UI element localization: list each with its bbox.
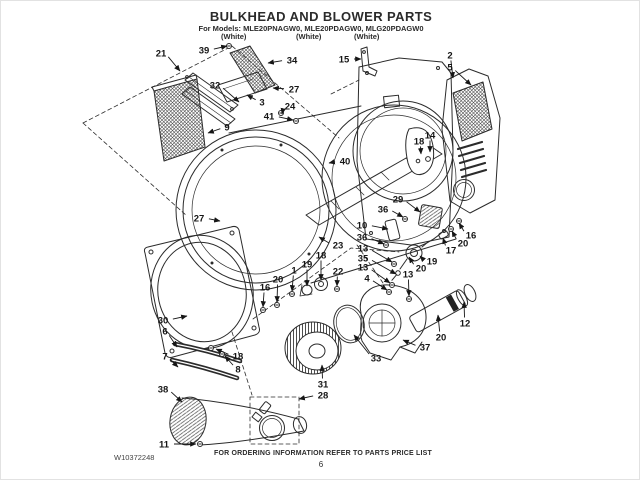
callout-number-4: 4 — [364, 273, 370, 285]
callout-leader-13 — [372, 250, 392, 262]
callout-number-29: 29 — [392, 194, 404, 206]
callout-number-18: 18 — [413, 136, 425, 148]
callout-number-39: 39 — [198, 45, 210, 57]
callout-leader-28 — [299, 396, 313, 399]
callout-leader-41 — [279, 117, 293, 120]
callout-number-35: 35 — [357, 253, 369, 265]
callout-leader-21 — [168, 57, 180, 71]
callout-number-27: 27 — [193, 213, 205, 225]
callout-leader-36 — [392, 211, 403, 217]
callout-number-19: 19 — [301, 259, 313, 271]
ordering-note: FOR ORDERING INFORMATION REFER TO PARTS PRICE LIST — [213, 450, 433, 457]
callout-leader-20 — [438, 315, 440, 332]
callout-number-13: 13 — [357, 262, 369, 274]
callout-number-13: 13 — [357, 243, 369, 255]
callout-number-37: 37 — [419, 342, 431, 354]
lower-air-duct — [166, 394, 308, 447]
callout-number-36: 36 — [377, 204, 389, 216]
callout-number-13: 13 — [402, 269, 414, 281]
document-number: W10372248 — [114, 453, 155, 462]
callout-leader-17 — [443, 238, 445, 245]
callout-number-21: 21 — [155, 48, 167, 60]
callout-number-1: 1 — [291, 265, 297, 277]
callout-number-2: 2 — [447, 50, 453, 62]
support-bracket — [385, 219, 401, 241]
callout-number-10: 10 — [356, 220, 368, 232]
callout-leader-13 — [372, 270, 390, 283]
callout-leader-34 — [268, 61, 282, 63]
callout-leader-1 — [292, 275, 293, 291]
callout-number-3: 3 — [259, 97, 265, 109]
callout-leader-5 — [455, 71, 471, 85]
callout-number-34: 34 — [286, 55, 298, 67]
callout-number-15: 15 — [338, 54, 350, 66]
models-line: For Models: MLE20PNAGW0, MLE20PDAGW0, MLG20PDAGW0 — [198, 24, 424, 33]
callout-number-12: 12 — [459, 318, 471, 330]
callout-leader-16 — [459, 223, 464, 231]
clamp-kit-box — [250, 397, 299, 444]
drum-roller-parts — [300, 278, 328, 297]
part-callouts — [156, 46, 477, 451]
model-color-label: (White) — [296, 32, 322, 41]
duct-clamp — [462, 283, 479, 304]
callout-number-7: 7 — [162, 351, 168, 363]
page-number: 6 — [318, 460, 324, 469]
callout-leader-40 — [329, 162, 335, 163]
callout-number-6: 6 — [162, 326, 168, 338]
callout-number-33: 33 — [370, 353, 382, 365]
callout-leader-3 — [247, 95, 256, 100]
callout-number-24: 24 — [284, 101, 296, 113]
callout-number-18: 18 — [315, 250, 327, 262]
front-bulkhead — [140, 226, 263, 359]
callout-number-38: 38 — [157, 384, 169, 396]
callout-leader-13 — [408, 279, 409, 296]
callout-number-19: 19 — [426, 256, 438, 268]
callout-leader-37 — [403, 340, 415, 345]
callout-number-16: 16 — [259, 282, 271, 294]
callout-leader-16 — [263, 292, 264, 307]
callout-number-40: 40 — [339, 156, 351, 168]
exploded-parts-diagram — [1, 1, 640, 480]
lint-screen-grille — [152, 75, 205, 161]
callout-number-23: 23 — [332, 240, 344, 252]
mounting-bracket — [361, 47, 377, 76]
callout-number-28: 28 — [317, 390, 329, 402]
blower-housing — [360, 285, 426, 360]
callout-number-8: 8 — [235, 364, 241, 376]
callout-number-17: 17 — [445, 245, 457, 257]
callout-number-30: 30 — [157, 315, 169, 327]
callout-number-22: 22 — [332, 266, 344, 278]
outlet-grille — [230, 46, 275, 93]
callout-leader-20 — [277, 284, 278, 302]
callout-leader-20 — [452, 231, 456, 239]
callout-number-9: 9 — [224, 122, 230, 134]
callout-leader-9 — [208, 129, 220, 133]
model-color-label: (White) — [221, 32, 247, 41]
callout-leader-27 — [209, 219, 220, 221]
callout-number-32: 32 — [209, 80, 221, 92]
callout-number-27: 27 — [288, 84, 300, 96]
callout-leader-39 — [214, 46, 227, 49]
callout-number-11: 11 — [158, 439, 170, 451]
callout-number-5: 5 — [447, 62, 453, 74]
callout-number-16: 16 — [465, 230, 477, 242]
callout-number-20: 20 — [435, 332, 447, 344]
callout-number-20: 20 — [457, 238, 469, 250]
callout-number-20: 20 — [272, 274, 284, 286]
callout-number-41: 41 — [263, 111, 275, 123]
page-title: BULKHEAD AND BLOWER PARTS — [209, 9, 433, 24]
model-color-label: (White) — [354, 32, 380, 41]
callout-leader-12 — [464, 302, 465, 318]
callout-leader-38 — [171, 392, 182, 402]
callout-leader-27 — [273, 88, 284, 89]
callout-leader-30 — [173, 316, 187, 319]
callout-number-36: 36 — [356, 232, 368, 244]
callout-leader-29 — [407, 202, 420, 212]
heater-box — [418, 204, 442, 228]
callout-number-14: 14 — [424, 130, 436, 142]
callout-number-18: 18 — [232, 351, 244, 363]
blower-wheel — [285, 322, 341, 374]
callout-number-20: 20 — [415, 263, 427, 275]
callout-number-31: 31 — [317, 379, 329, 391]
